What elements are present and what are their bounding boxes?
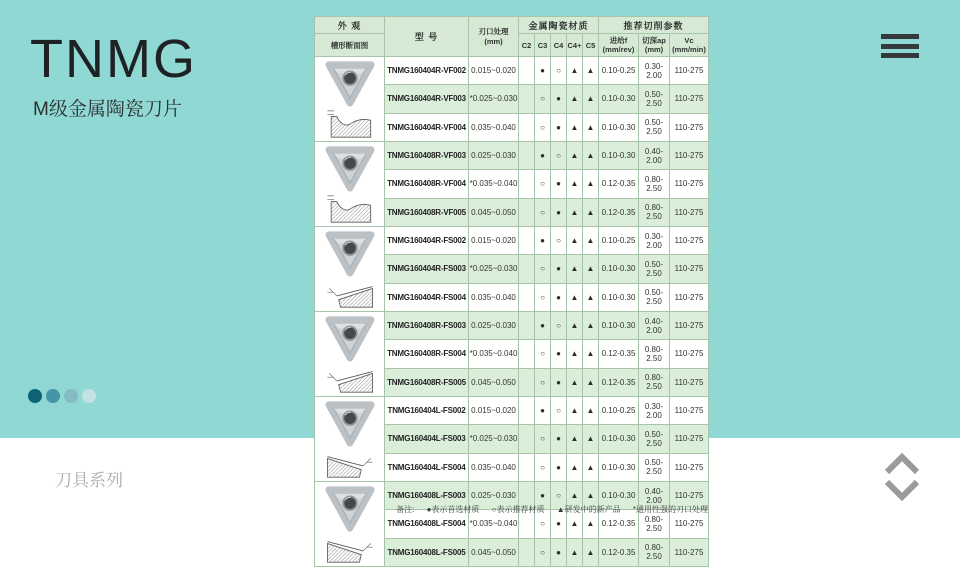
spec-table: [314, 16, 708, 567]
table-row: TNMG160404L-FS004 0.035~0.040 ○ ● ▲ ▲ 0.10-0.30 0.50-2.50 110-275: [315, 453, 709, 481]
insert-image-cell: [315, 397, 385, 482]
table-row: TNMG160404R-FS003 *0.025~0.030 ○ ● ▲ ▲ 0.10-0.30 0.50-2.50 110-275: [315, 255, 709, 283]
col-header-edge-treatment: 刃口处理 (mm): [469, 17, 519, 57]
table-row: TNMG160408R-FS005 0.045~0.050 ○ ● ▲ ▲ 0.12-0.35 0.80-2.50 110-275: [315, 368, 709, 396]
insert-image-cell: [315, 57, 385, 142]
footnote-prefix: 备注:: [396, 505, 415, 514]
table-row: TNMG160404R-FS002 0.015~0.020 ● ○ ▲ ▲ 0.10-0.25 0.30-2.00 110-275: [315, 227, 709, 255]
model-cell: TNMG160404R-VF002: [385, 57, 469, 85]
legend-footnote: [314, 504, 708, 515]
col-header-feed: 进给f (mm/rev): [599, 34, 639, 57]
col-header-vc: Vc (mm/min): [670, 34, 709, 57]
insert-photo: [321, 142, 379, 192]
page-subtitle: M级金属陶瓷刀片: [33, 99, 182, 120]
insert-image-cell: [315, 142, 385, 227]
col-group-cutting-params: 推荐切削参数: [599, 17, 709, 34]
footnote-new-product: ▲研发中的新产品: [556, 505, 621, 514]
hamburger-bar: [881, 34, 919, 39]
col-header-depth: 切深ap (mm): [639, 34, 670, 57]
groove-profile-drawing-icon: [322, 534, 378, 566]
table-row: TNMG160404R-VF004 0.035~0.040 ○ ● ▲ ▲ 0.10-0.30 0.50-2.50 110-275: [315, 113, 709, 141]
footnote-recommended: ○表示推荐材质: [491, 505, 545, 514]
scroll-arrows: [883, 452, 921, 502]
col-header-c4plus: C4+: [567, 34, 583, 57]
col-header-c2: C2: [519, 34, 535, 57]
table-row: TNMG160408L-FS004 *0.035~0.040 ○ ● ▲ ▲ 0.12-0.35 0.80-2.50 110-275: [315, 510, 709, 538]
hamburger-bar: [881, 44, 919, 49]
insert-photo: [321, 227, 379, 277]
insert-photo: [321, 397, 379, 447]
table-row: TNMG160408R-VF005 0.045~0.050 ○ ● ▲ ▲ 0.12-0.35 0.80-2.50 110-275: [315, 198, 709, 226]
col-header-c3: C3: [535, 34, 551, 57]
table-row: TNMG160408R-FS004 *0.035~0.040 ○ ● ▲ ▲ 0.12-0.35 0.80-2.50 110-275: [315, 340, 709, 368]
table-row: TNMG160408R-FS003 0.025~0.030 ● ○ ▲ ▲ 0.10-0.30 0.40-2.00 110-275: [315, 312, 709, 340]
groove-profile-drawing-icon: [322, 279, 378, 311]
col-header-c5: C5: [583, 34, 599, 57]
table-row: TNMG160404L-FS003 *0.025~0.030 ○ ● ▲ ▲ 0.10-0.30 0.50-2.50 110-275: [315, 425, 709, 453]
insert-image-cell: [315, 482, 385, 567]
groove-profile-drawing-icon: [322, 364, 378, 396]
table-row: TNMG160408R-VF004 *0.035~0.040 ○ ● ▲ ▲ 0.12-0.35 0.80-2.50 110-275: [315, 170, 709, 198]
hamburger-menu-icon[interactable]: [881, 34, 919, 63]
insert-photo: [321, 57, 379, 107]
pagination-dot-active[interactable]: [28, 389, 42, 403]
pagination-dot[interactable]: [82, 389, 96, 403]
chevron-down-icon[interactable]: [883, 478, 921, 502]
col-header-appearance: 外 观: [315, 17, 385, 34]
series-label: 刀具系列: [55, 471, 123, 490]
pagination-dot[interactable]: [64, 389, 78, 403]
groove-profile-drawing-icon: [322, 109, 378, 141]
pagination-dot[interactable]: [46, 389, 60, 403]
table-row: TNMG160404R-VF002 0.015~0.020 ● ○ ▲ ▲ 0.10-0.25 0.30-2.00 110-275: [315, 57, 709, 85]
groove-profile-drawing-icon: [322, 449, 378, 481]
table-row: TNMG160408R-VF003 0.025~0.030 ● ○ ▲ ▲ 0.10-0.30 0.40-2.00 110-275: [315, 142, 709, 170]
hamburger-bar: [881, 53, 919, 58]
col-header-c4: C4: [551, 34, 567, 57]
footnote-preferred: ●表示首选材质: [426, 505, 480, 514]
table-row: TNMG160408L-FS003 0.025~0.030 ● ○ ▲ ▲ 0.10-0.30 0.40-2.00 110-275: [315, 482, 709, 510]
groove-profile-drawing-icon: [322, 194, 378, 226]
insert-image-cell: [315, 227, 385, 312]
chevron-up-icon[interactable]: [883, 452, 921, 476]
table-row: TNMG160404R-VF003 *0.025~0.030 ○ ● ▲ ▲ 0.10-0.30 0.50-2.50 110-275: [315, 85, 709, 113]
table-row: TNMG160408L-FS005 0.045~0.050 ○ ● ▲ ▲ 0.12-0.35 0.80-2.50 110-275: [315, 538, 709, 566]
footnote-versatile-edge: *通用性强的刃口处理: [632, 505, 708, 514]
col-header-groove: 槽形断面图: [315, 34, 385, 57]
page-title: TNMG: [30, 29, 197, 89]
pagination-dots: [28, 389, 96, 403]
col-group-material: 金属陶瓷材质: [519, 17, 599, 34]
col-header-model: 型 号: [385, 17, 469, 57]
insert-photo: [321, 312, 379, 362]
table-row: TNMG160404R-FS004 0.035~0.040 ○ ● ▲ ▲ 0.10-0.30 0.50-2.50 110-275: [315, 283, 709, 311]
table-row: TNMG160404L-FS002 0.015~0.020 ● ○ ▲ ▲ 0.10-0.25 0.30-2.00 110-275: [315, 397, 709, 425]
insert-image-cell: [315, 312, 385, 397]
